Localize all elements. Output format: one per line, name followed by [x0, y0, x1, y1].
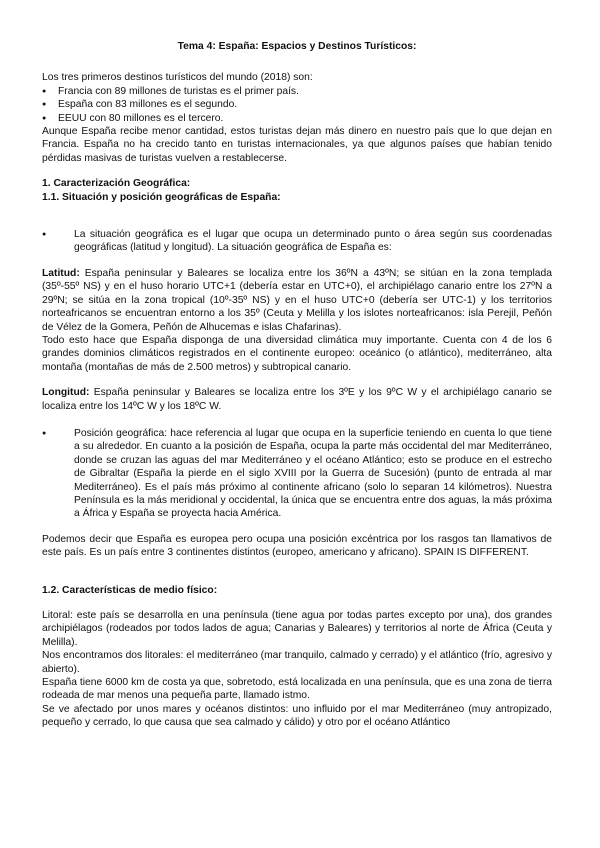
section-heading: 1. Caracterización Geográfica: [42, 178, 191, 190]
longitud-label: Longitud: [42, 387, 90, 399]
intro-paragraph: Aunque España recibe menor cantidad, estos turistas dejan más dinero en nuestro país que lo que dejan en Francia. España no ha crecido tanto en turistas internacionales, ya que algunos países que habían tenido pérdidas masivas de turistas vuelven a restablecerse. [42, 126, 552, 164]
subsection-heading: 1.2. Características de medio físico: [42, 584, 218, 596]
page-title: Tema 4: España: Espacios y Destinos Turísticos: [177, 41, 417, 52]
list-item: ● España con 83 millones es el segundo. [42, 98, 552, 111]
mares-paragraph: Se ve afectado por unos mares y océanos distintos: uno influido por el mar Mediterráneo (muy antropizado, pequeño y cerrado, lo que causa que sea calmado y cálido) y otro por el océano Atlántico [42, 703, 552, 729]
list-item: ● EEUU con 80 millones es el tercero. [42, 112, 552, 125]
litoral-paragraph: Litoral: este país se desarrolla en una península (tiene agua por todas partes excepto por una), dos grandes archipiélagos (rodeados por todos lados de agua; Canarias y Baleares) y territorios al norte de África (Ceuta y Melilla). [42, 610, 552, 648]
latitud-paragraph [42, 267, 552, 334]
list-item: ● Francia con 89 millones de turistas es el primer país. [42, 85, 552, 98]
longitud-text: España peninsular y Baleares se localiza entre los 3ºE y los 9ºC W y el archipiélago canario se localiza entre los 14ºC W y los 18ºC W. [42, 387, 552, 412]
longitud-paragraph [42, 386, 552, 413]
bullet-situacion: ● La situación geográfica es el lugar que ocupa un determinado punto o área según sus coordenadas geográficas (latitud y longitud). La situación geográfica de España es: [42, 228, 552, 255]
latitud-label: Latitud: [42, 267, 80, 279]
costa-paragraph: España tiene 6000 km de costa ya que, sobretodo, está localizada en una península, que es una zona de tierra rodeada de mar menos una pequeña parte, llamado istmo. [42, 677, 552, 702]
clima-paragraph: Todo esto hace que España disponga de una diversidad climática muy importante. Cuenta con 4 de los 6 grandes dominios climáticos registrados en el continente europeo: oceánico (o atlántico), mediterráneo, alta montaña (montañas de más de 2.500 metros) y subtropical canario. [42, 334, 552, 373]
latitud-text: España peninsular y Baleares se localiza entre los 36ºN a 43ºN; se sitúan en la zona templada (35º-55º NS) y en el huso horario UTC+1 (debería estar en UTC+0), el archipiélago canario entre los 27ºN a 29ºN; se sitúa en la zona tropical (10º-35º NS) y en el huso UTC+0 (debería ser UTC-1) y los territorios norteafricanos se encuentran entorno a los 35º (Ceuta y Melilla y los islotes norteafricanos: isla Perejil, Peñón de Vélez de la Gomera, Peñón de Alhucemas e islas Chafarinas). [42, 267, 552, 333]
bullet-posicion: ● Posición geográfica: hace referencia al lugar que ocupa en la superficie teniendo en cuenta lo que tiene a su alrededor. En cuanto a la posición de España, ocupa la parte más occidental del mar Mediterráneo, donde se cruzan las aguas del mar Mediterráneo y el océano Atlántico; esto se produce en el estrecho de Gibraltar (España la pierde en el siglo XVIII por la Guerra de Sucesión) (punto de entrada al mar Mediterráneo). Es el país más próximo al continente africano (solo lo separan 14 kilómetros). Nuestra Península es la más meridional y occidental, la única que se encuentra entre dos aguas, la más próxima a África y España se proyecta hacia América. [42, 427, 552, 521]
intro-text: Los tres primeros destinos turísticos del mundo (2018) son: [42, 72, 313, 84]
litorales-paragraph: Nos encontramos dos litorales: el mediterráneo (mar tranquilo, calmado y cerrado) y el atlántico (frío, agresivo y abierto). [42, 650, 552, 675]
subsection-heading: 1.1. Situación y posición geográficas de España: [42, 191, 281, 203]
europea-paragraph: Podemos decir que España es europea pero ocupa una posición excéntrica por los rasgos tan llamativos de este país. Es un país entre 3 continentes distintos (europeo, americano y africano). SPAIN IS DIFFERENT. [42, 533, 552, 559]
